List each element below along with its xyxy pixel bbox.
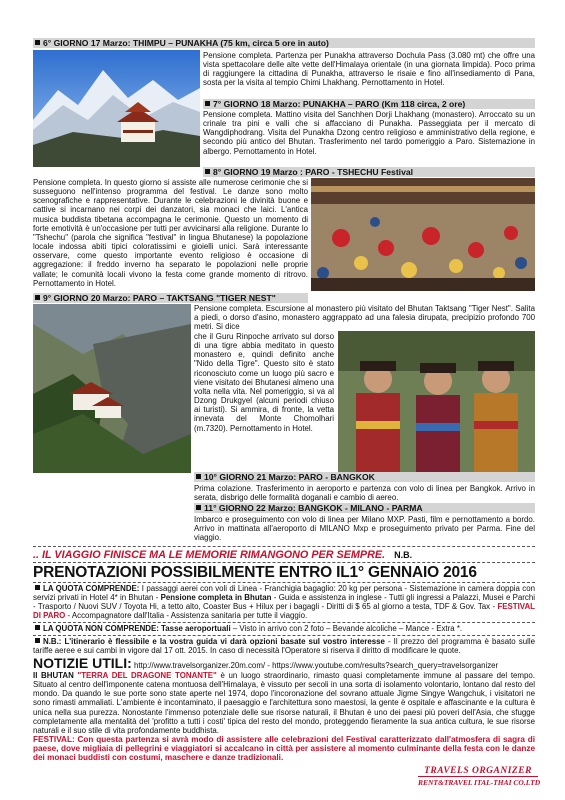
day10-text: Prima colazione. Trasferimento in aeroporto e partenza con volo di linea per Bangkok. Arrivo in serata, disbrigo delle formalità doganali e cambio di aereo. — [194, 484, 535, 503]
day8-text: Pensione completa. In questo giorno si assiste alle numerose cerimonie che si susseguono nell'intenso programma del festival. Le danze sono molto scenografiche e rappresentative. Durante le celebrazioni le divinità buone e cattive si incarnano nei corpi dei danzatori, sia monaci che laici. L'antica musica buddista tibetana accompagna le cerimonie. Questo un momento di forte emotività è un'occasione per tutti per avvicinarsi alla religione. Durante lo "Tshechu" (parola che significa "festival" in lingua Bhutanese) la popolazione locale indossa abiti tipici coloratissimi e gioielli unici. Sarà interessante osservare, come questo importante evento religioso è occasione di aggregazione: il freddo inverno ha separato le popolazioni nelle proprie vallate; le comunità locali vivono la festa come grande momento di ritrovo. Pernottamento in Hotel. — [33, 178, 308, 288]
bhutan-label: Il BHUTAN — [33, 671, 78, 680]
logo-line1: TRAVELS ORGANIZER — [418, 766, 538, 777]
bullet-square — [35, 40, 40, 45]
bhutan-description — [33, 671, 535, 735]
pensione-completa: Pensione completa in Bhutan — [160, 593, 272, 603]
bullet-square — [196, 474, 201, 479]
quota-comprende-text: I passaggi aerei con voli di Linea - Franchigia bagaglio: 20 kg per persona - Sistemazione in camera doppia con servizi privati in Hotel 4* in Bhutan - — [33, 584, 535, 603]
bullet-square — [196, 505, 201, 510]
divider — [33, 622, 535, 623]
day7-text: Pensione completa. Mattino visita del Sanchhen Dorji Lhakhang (monastero). Arroccato su un crinale tra pini e valli che si affacciano di Punakha. Passeggiata per il mercato di Wangdiphodrang. Visita del Punakha Dzong centro religioso e amministrativo della regione, e secondo più antico del Bhutan. Trasferimento nel tardo pomeriggio a Paro. Sistemazione in albergo. Pernottamento in Hotel. — [203, 110, 535, 156]
monastery-mountain-photo — [33, 50, 200, 167]
festival-dancers-photo — [311, 178, 535, 291]
divider — [33, 635, 535, 636]
day7-title: 7° GIORNO 18 Marzo: PUNAKHA – PARO (Km 118 circa, 2 ore) — [213, 99, 466, 109]
day8-header — [203, 167, 535, 177]
bullet-square — [35, 638, 40, 643]
quota-comprende-text: - Accompagnatore dall'Italia - Assistenza sanitaria per tutte il viaggio. — [65, 611, 308, 621]
quota-non-text: – Visto in arrivo con 2 foto – Bevande alcoliche – Mance - Extra *. — [230, 624, 463, 633]
divider — [33, 546, 535, 547]
bhutan-nickname: "TERRA DEL DRAGONE TONANTE" — [77, 671, 217, 680]
nb-note-text: - Il prezzo del programma è basato sulle tariffe aeree e sui cambi in vigore dal 17 ott. 2015. In caso di necessità l'Operatore si riserva il diritto di modificare le quote. — [33, 637, 535, 656]
slogan-line — [33, 549, 543, 561]
festival-di-paro: FESTIVAL DI PARO — [33, 602, 535, 621]
bullet-square — [35, 625, 40, 630]
day7-header — [203, 99, 535, 109]
day10-header — [194, 472, 535, 482]
day6-text: Pensione completa. Partenza per Punakha attraverso Dochula Pass (3.080 mt) che offre una vista spettacolare delle alte vette dell'Himalaya orientale (in una giornata limpida). Poco prima di raggiungere la cittadina di Punakha, attraverso le risaie e fino all'insediamento di Pana, sosta per la visita al tempio Chimi Lhakhang. Pernottamento in Hotel. — [203, 51, 535, 88]
quota-non-comprende — [33, 624, 535, 634]
notizie-label: NOTIZIE UTILI: — [33, 655, 132, 671]
quota-comprende-label: LA QUOTA COMPRENDE: — [43, 584, 140, 593]
bhutanese-women-photo — [338, 331, 535, 472]
nb-note — [33, 637, 535, 656]
bullet-square — [35, 585, 40, 590]
day9-text-b: che il Guru Rinpoche arrivato sul dorso di una tigre abbia meditato in questo monastero e, quindi definito anche "Nido della Tigre". Questo sito è stato riconosciuto come un luogo più sacro e viene visitato dei Bhutanesi almeno una volta nella vita. Nel pomeriggio, si va al Dzong Drukgyel (alcuni periodi chiuso ai turisti). Si ammira, di fronte, la vetta innevata del Monte Chomolhari (m.7320). Pernottamento in Hotel. — [194, 332, 334, 433]
quota-non-label: LA QUOTA NON COMPRENDE: Tasse aeroportuali — [43, 624, 231, 633]
day11-header — [194, 503, 535, 513]
festival-note: FESTIVAL: Con questa partenza si avrà modo di assistere alle celebrazioni del Festival caratterizzato dall'atmosfera di sagra di paese, dove migliaia di pellegrini e viaggiatori si accalcano in città per assistere al momento culminante della festa con le danze dei monaci buddisti con costumi, maschere e danze tradizionali. — [33, 735, 535, 763]
bullet-square — [35, 295, 40, 300]
day11-text: Imbarco e proseguimento con volo di linea per Milano MXP. Pasti, film e pernottamento a bordo. Arrivo in mattinata all'aeroporto di MILANO Mxp e proseguimento privato per Parma. Fine del viaggio. — [194, 515, 535, 543]
company-logo — [418, 766, 541, 796]
notizie-links[interactable]: http://www.travelsorganizer.20m.com/ - https://www.youtube.com/results?search_query=travelsorganizer — [131, 661, 499, 670]
nb-note-label: N.B.: L'itinerario è flessibile e la vostra guida vi darà opzioni basate sul vostro interesse — [43, 637, 385, 646]
day9-header — [33, 293, 308, 303]
bhutan-text: è un luogo straordinario, rimasto quasi completamente immune al passare del tempo. Situato al centro dell'imponente catena montuosa dell'Himalaya, è vissuto per secoli in una sorta di isolamento volontario, lontano dal resto del mondo. Da quando le sue porte sono state aperte nel 1974, dopo l'incoronazione del sovrano attuale Jigme Singye Wangchuk, i visitatori ne sono rimasti ammaliati. L'ambiente è incontaminato, il paesaggio e l'architettura sono maestosi, la gente è ospitale e affascinante e la cultura è unica nella sua purezza. Nonostante l'immenso potenziale delle sue risorse naturali, il Bhutan è uno dei paesi più poveri dell'Asia, che sfugge completamente alla mentalità del 'profitto a tutti i costi' tipica del resto del mondo, proteggendo fieramente la sua antica cultura, le sue risorse naturali e il suo stile di vita profondamente buddhista. — [33, 671, 535, 735]
tiger-nest-photo — [33, 304, 191, 473]
nb-label: N.B. — [394, 550, 413, 560]
divider — [33, 582, 535, 583]
divider — [33, 562, 535, 563]
quota-comprende-text: - Guida e assistenza in inglese - Tutti gli ingressi a Palazzi, Musei e Parchi - Trasporto / Nuovi SUV / Toyota Hi, a tetto alto, Coaster Bus + Hilux per i bagagli - Diritti di $ 65 al giorno a testa, TDF & Gov. Tax - — [33, 593, 535, 612]
day10-title: 10° GIORNO 21 Marzo: PARO - BANGKOK — [204, 472, 375, 482]
day8-title: 8° GIORNO 19 Marzo : PARO - TSHECHU Festival — [213, 167, 414, 177]
day11-title: 11° GIORNO 22 Marzo: BANGKOK - MILANO - PARMA — [204, 503, 423, 513]
day6-title: 6° GIORNO 17 Marzo: THIMPU – PUNAKHA (75 km, circa 5 ore in auto) — [43, 38, 329, 48]
bullet-square — [205, 169, 210, 174]
day6-header — [33, 38, 535, 48]
bullet-square — [205, 101, 210, 106]
slogan: .. IL VIAGGIO FINISCE MA LE MEMORIE RIMANGONO PER SEMPRE. — [33, 549, 386, 561]
quota-comprende — [33, 584, 535, 621]
day9-text-a: Pensione completa. Escursione al monastero più visitato del Bhutan Taktsang "Tiger Nest". Salita a piedi, o dorso d'asino, monastero aggrappato ad una falesia dirupata, precipizio profondo 700 metri. Si dice — [194, 304, 535, 332]
day9-title: 9° GIORNO 20 Marzo: PARO – TAKTSANG "TIGER NEST" — [43, 293, 276, 303]
logo-line2: RENT&TRAVEL ITAL-THAI CO.LTD — [418, 778, 541, 787]
booking-title: PRENOTAZIONI POSSIBILMENTE ENTRO IL1° GENNAIO 2016 — [33, 564, 477, 581]
